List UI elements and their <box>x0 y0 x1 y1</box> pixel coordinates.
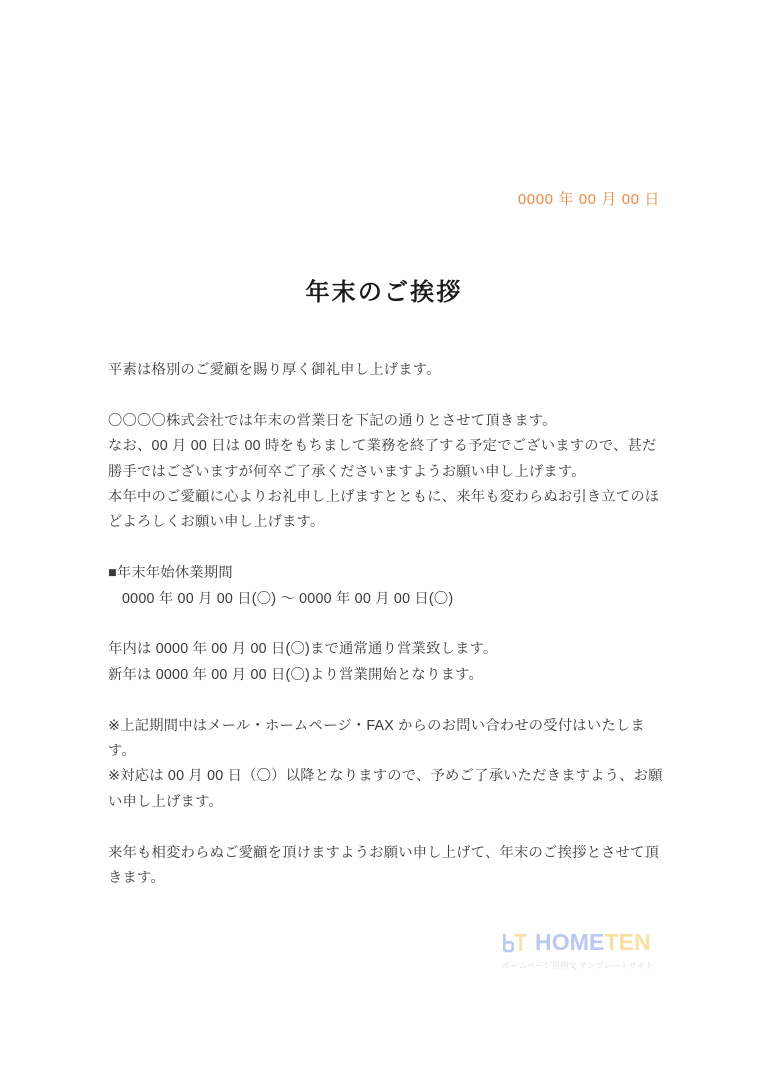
paragraph-notice <box>108 409 664 536</box>
site-logo <box>502 929 662 977</box>
note-line-1: ※上記期間中はメール・ホームページ・FAX からのお問い合わせの受付はいたします。 <box>108 717 645 760</box>
page-title: 年末のご挨拶 <box>305 279 463 306</box>
paragraph-holiday-period <box>108 561 664 612</box>
paragraph-notes <box>108 714 664 816</box>
notice-line-2: なお、00 月 00 日は 00 時をもちまして業務を終了する予定でございますので、甚だ勝手ではございますが何卒ご了承くださいますようお願い申し上げます。 <box>108 438 657 480</box>
business-start-line: 新年は 0000 年 00 月 00 日(〇)より営業開始となります。 <box>108 666 483 683</box>
document-date: 0000 年 00 月 00 日 <box>517 191 660 208</box>
note-line-2: ※対応は 00 月 00 日（〇）以降となりますので、予めご了承いただきますよう、お願い申し上げます。 <box>108 768 663 810</box>
house-icon <box>502 932 528 953</box>
paragraph-greeting <box>108 358 664 383</box>
holiday-heading: ■年末年始休業期間 <box>108 565 233 582</box>
notice-line-3: 本年中のご愛顧に心よりお礼申し上げますとともに、来年も変わらぬお引き立てのほどよろしくお願い申し上げます。 <box>108 489 660 531</box>
logo-wordmark <box>535 928 651 955</box>
logo-row <box>502 929 662 955</box>
paragraph-closing <box>108 841 664 892</box>
document-body <box>108 358 664 891</box>
logo-tagline: ホームページ用例文 テンプレートサイト <box>502 961 654 970</box>
notice-line-1: 〇〇〇〇株式会社では年末の営業日を下記の通りとさせて頂きます。 <box>108 412 557 429</box>
logo-word-primary: HOME <box>535 928 605 955</box>
greeting-line: 平素は格別のご愛顧を賜り厚く御礼申し上げます。 <box>108 362 441 378</box>
closing-line: 来年も相変わらぬご愛顧を頂けますようお願い申し上げて、年末のご挨拶とさせて頂きます。 <box>108 844 660 887</box>
paragraph-business-hours <box>108 637 664 688</box>
business-end-line: 年内は 0000 年 00 月 00 日(〇)まで通常通り営業致します。 <box>108 641 498 658</box>
logo-word-secondary: TEN <box>604 928 651 955</box>
holiday-date-range: 0000 年 00 月 00 日(〇) 〜 0000 年 00 月 00 日(〇) <box>122 590 454 607</box>
